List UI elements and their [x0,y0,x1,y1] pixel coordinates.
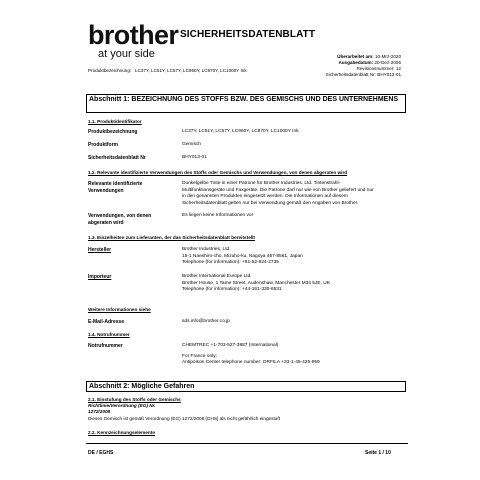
subsection-1-3: 1.3. Einzelheiten zum Lieferanten, der das Sicherheitsdatenblatt bereitstellt [88,235,255,240]
sds-number-label: Sicherheitsdatenblatt Nr: [325,72,376,77]
subsection-2-2: 2.2. Kennzeichnungselemente [88,430,155,435]
product-name-value: LC37Y, LC51Y, LC57Y, LC960Y, LC970Y, LC1000Y Ink [182,129,299,134]
importer-line-3: Telephone (for information): +44-161-330-6531 [182,287,282,292]
subsection-1-2: 1.2. Relevante identifizierte Verwendungen des Stoffs oder Gemischs und Verwendungen, von denen abgeraten wird [88,170,348,175]
logo-wordmark: brother [88,20,179,50]
uses-line-1: Dunkelgelbe Tinte in einer Patrone für Brother Industries, Ltd. Tintenstrahl- [182,181,341,186]
uses-line-4: Sicherheitsdatenblatt gelten nur bei Verwendung gemäß den Angaben von Brother. [182,200,359,206]
subsection-1-1: 1.1. Produktidentifikator [88,119,142,124]
subsection-1-4: 1.4. Notrufnummer [88,332,130,337]
document-title: SICHERHEITSDATENBLATT [180,29,316,40]
revised-label: Überarbeitet am: [337,54,374,59]
emergency-value [182,343,407,367]
sds-no-label: Sicherheitsdatenblatt Nr [88,155,146,161]
footer-rule [86,443,408,444]
product-line [88,68,247,73]
importer-line-1: Brother International Europe Ltd. [182,274,252,279]
footer-page-number: Seite 1 / 10 [365,450,391,456]
email-value[interactable]: sds.info@brother.co.jp [182,319,230,324]
revision-value: 12 [395,66,401,71]
issue-label: Ausgabedatum: [338,60,374,65]
advised-against-label-1: Verwendungen, von denen [88,213,152,219]
regulation-line-2: 1272/2008 [88,408,111,414]
importer-label: Importeur [88,274,112,280]
emergency-label: Notrufnummer [88,343,123,349]
footer-locale: DE / EGHS [88,450,114,456]
uses-line-3: in den genannten Produkten eingesetzt werden. Die Informationen auf diesem [182,194,348,199]
sds-no-value: BHY013-01 [182,155,207,160]
emergency-line-1: CHEMTREC +1-703-527-3887 (International) [182,343,279,348]
importer-value [182,274,407,294]
logo-tagline: at your side [98,48,155,60]
revision-label: Revisionsnummer: [356,66,395,71]
document-meta [326,54,401,78]
section-2-heading: Abschnitt 2: Mögliche Gefahren [86,381,406,392]
uses-line-2: Multifunktionsgeräte und Faxgeräte. Die Patrone darf nur wie von Brother geliefert und nur [182,187,374,193]
manufacturer-line-1: Brother Industries, Ltd. [182,247,231,252]
more-info-heading: Weitere Informationen siehe [88,307,151,312]
brother-logo [88,22,178,60]
product-form-label: Produktform [88,142,118,148]
advised-against-label-2: abgeraten wird [88,219,124,226]
advised-against-value: Es liegen keine Informationen vor [182,213,254,218]
product-line-value: LC37Y, LC51Y, LC57Y, LC960Y, LC970Y, LC1000Y Ink [135,68,247,73]
manufacturer-value [182,247,407,267]
importer-line-2: Brother House, 1 Tame Street, Audenshaw, Manchester M34 5JE, UK [182,280,330,286]
email-label: E-Mail-Adresse [88,319,125,325]
manufacturer-label: Hersteller [88,247,112,253]
regulation-label [88,403,156,414]
revised-value: 10-Mrz-2020 [374,54,401,59]
emergency-line-2: For France only: [182,353,217,359]
sds-number-value: BHY013-01 [377,72,401,77]
subsection-2-1: 2.1. Einstufung des Stoffs oder Gemischs [88,397,181,402]
advised-against-label [88,213,170,226]
uses-label: Relevante identifizierte Verwendungen [88,181,143,194]
emergency-line-3: Antipoison Center telephone number: ORFILA +33-1-45-425-959 [182,360,320,365]
issue-value: 20-Dez-2005 [374,60,401,65]
manufacturer-line-3: Telephone (for information): +81-52-824-2735 [182,260,279,265]
classification-text: Dieses Gemisch ist gemäß Verordnung (EG) 1272/2008 [GHS] als nicht gefährlich eingestuft [88,416,281,421]
section-1-heading: Abschnitt 1: BEZEICHNUNG DES STOFFS BZW. DES GEMISCHS UND DES UNTERNEHMENS [86,94,406,113]
product-name-label: Produktbezeichnung [88,129,138,135]
product-form-value: Gemisch [182,142,201,147]
manufacturer-line-2: 15-1 Naeshiro-cho, Mizuho-ku, Nagoya 467-8561, Japan [182,253,303,259]
product-line-label: Produktbezeichnung: [88,68,132,73]
uses-value [182,181,407,207]
regulation-line-1: Richtlinie/Verordnung (EG) Nr. [88,403,156,408]
